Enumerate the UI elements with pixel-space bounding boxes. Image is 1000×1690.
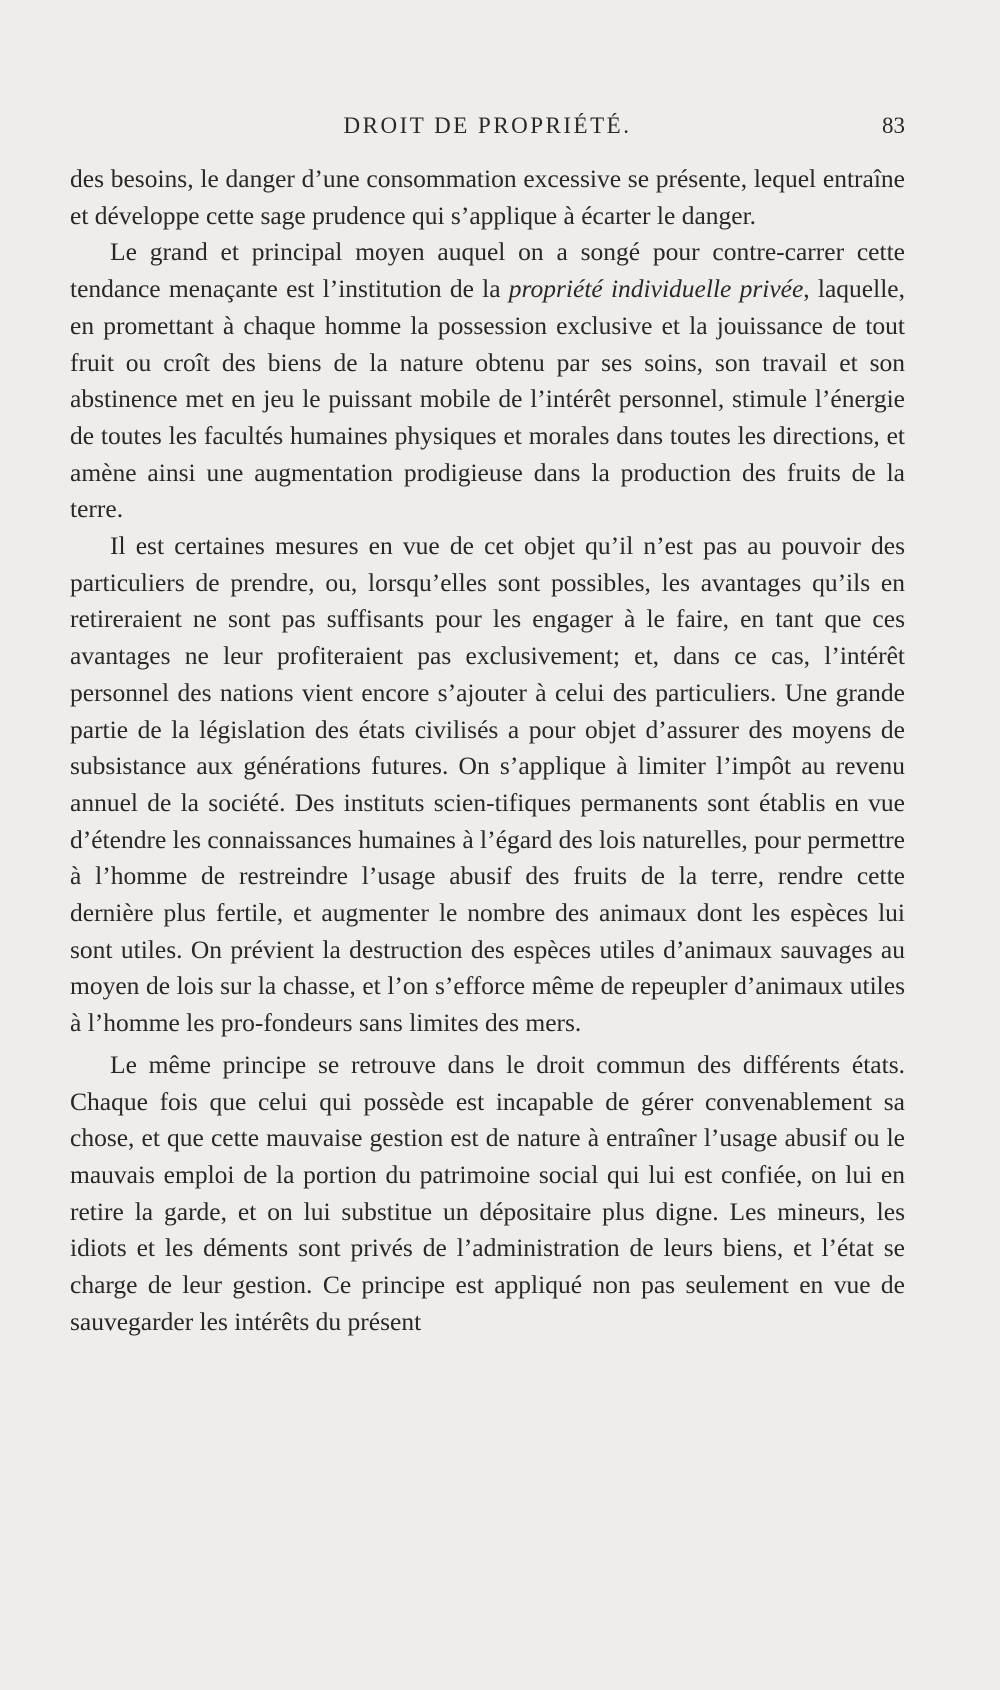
running-title: DROIT DE PROPRIÉTÉ. — [343, 113, 632, 138]
paragraph-text: des besoins, le danger d’une consommation excessive se présente, lequel entraîne et développe cette sage prudence qui s’applique à écarter le danger. — [70, 164, 905, 230]
paragraph-text: Le même principe se retrouve dans le droit commun des différents états. Chaque fois que celui qui possède est incapable de gérer convenablement sa chose, et que cette mauvaise gestion est de nature à entraîner l’usage abusif ou le mauvais emploi de la portion du patrimoine social qui lui est confiée, on lui en retire la garde, et on lui substitue un dépositaire plus digne. Les mineurs, les idiots et les déments sont privés de l’administration de leurs biens, et l’état se charge de leur gestion. Ce principe est appliqué non pas seulement en vue de sauvegarder les intérêts du présent — [70, 1049, 905, 1336]
paragraph-text: Le grand et principal moyen auquel on a songé pour contre-carrer cette tendance menaçante est l’institution de la — [70, 237, 905, 304]
paragraph-text: Il est certaines mesures en vue de cet objet qu’il n’est pas au pouvoir des particuliers de prendre, ou, lorsqu’elles sont possibles, les avantages qu’ils en retireraient ne sont pas suffisants pour les engager à le faire, en tant que ces avantages ne leur profiteraient pas exclusivement; et, dans ce cas, l’intérêt personnel des nations vient encore s’ajouter à celui des particuliers. Une grande partie de la législation des états civilisés a pour objet d’assurer des moyens de subsistance aux générations futures. On s’applique à limiter l’impôt au revenu annuel de la société. Des instituts scien-tifiques permanents sont établis en vue d’étendre les connaissances humaines à l’égard des lois naturelles, pour permettre à l’homme de restreindre l’usage abusif des fruits de la terre, rendre cette dernière plus fertile, et augmenter le nombre des animaux dont les espèces lui sont utiles. On prévient la destruction des espèces utiles d’animaux sauvages au moyen de lois sur la chasse, et l’on s’efforce même de repeupler d’animaux utiles à l’homme les pro-fondeurs sans limites des mers. — [70, 531, 905, 1038]
page-number: 83 — [882, 113, 905, 138]
paragraph-property — [70, 234, 905, 528]
page-header — [70, 113, 905, 147]
body-text — [70, 161, 905, 1341]
paragraph-common-law — [70, 1047, 905, 1341]
paragraph-measures — [70, 528, 905, 1042]
paragraph-text: , laquelle, en promettant à chaque homme la possession exclusive et la jouissance de tout fruit ou croît des biens de la nature obtenu par ses soins, son travail et son abstinence met en jeu le puissant mobile de l’intérêt personnel, stimule l’énergie de toutes les facultés humaines physiques et morales dans toutes les directions, et amène ainsi une augmentation prodigieuse dans la production des fruits de la terre. — [70, 274, 905, 524]
italic-emphasis: propriété individuelle privée — [508, 274, 804, 304]
paragraph-continued — [70, 161, 905, 234]
